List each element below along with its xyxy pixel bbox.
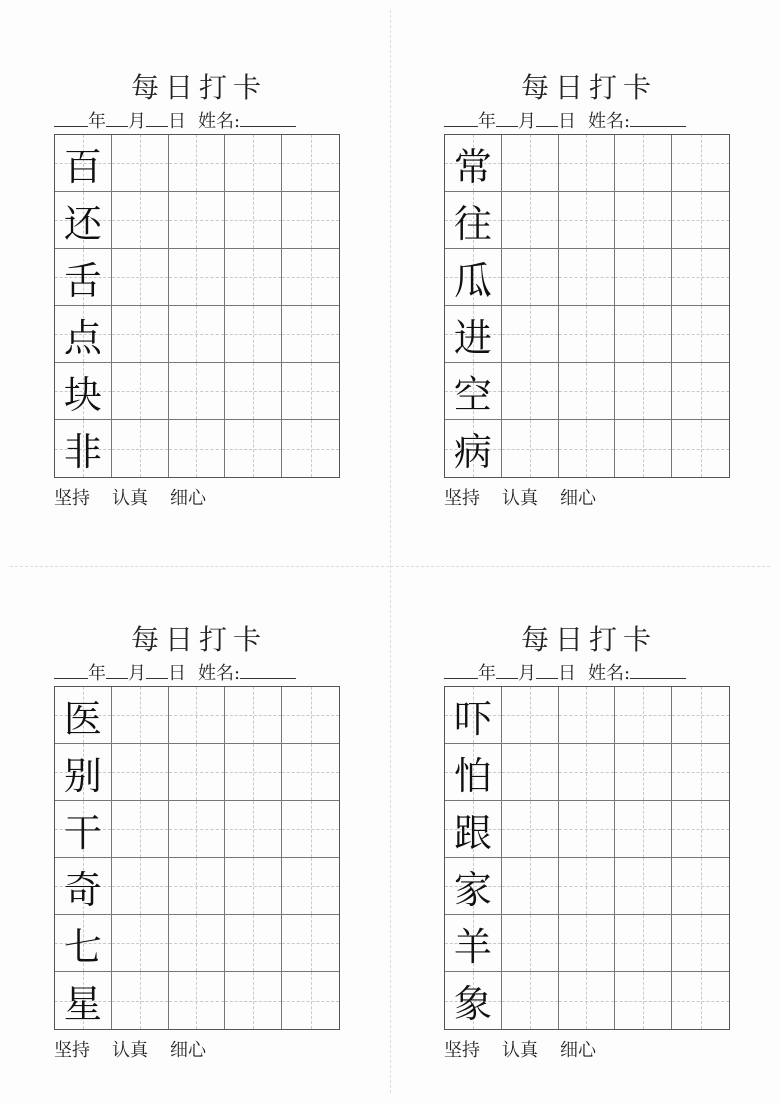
name-label: 姓名: bbox=[588, 663, 631, 684]
practice-cell[interactable] bbox=[615, 363, 672, 420]
practice-cell[interactable] bbox=[502, 972, 559, 1029]
practice-cell[interactable] bbox=[225, 306, 282, 363]
practice-cell[interactable] bbox=[225, 915, 282, 972]
model-character-cell bbox=[445, 135, 502, 192]
vertical-cut-line bbox=[390, 10, 391, 1093]
motto-word: 认真 bbox=[112, 488, 148, 509]
model-character-cell bbox=[55, 972, 112, 1029]
practice-cell[interactable] bbox=[169, 306, 226, 363]
card-title: 每日打卡 bbox=[130, 623, 267, 656]
practice-grid bbox=[444, 686, 730, 1030]
practice-cell[interactable] bbox=[615, 744, 672, 801]
practice-cell[interactable] bbox=[559, 420, 616, 477]
practice-cell[interactable] bbox=[282, 744, 339, 801]
year-label: 年 bbox=[88, 663, 106, 684]
practice-cell[interactable] bbox=[282, 420, 339, 477]
card-title: 每日打卡 bbox=[130, 71, 267, 104]
practice-cell[interactable] bbox=[559, 744, 616, 801]
year-label: 年 bbox=[478, 663, 496, 684]
practice-cell[interactable] bbox=[112, 420, 169, 477]
motto-word: 认真 bbox=[502, 488, 538, 509]
motto-word: 坚持 bbox=[444, 488, 480, 509]
day-blank[interactable] bbox=[146, 108, 168, 127]
practice-cell[interactable] bbox=[615, 858, 672, 915]
practice-cell[interactable] bbox=[112, 858, 169, 915]
practice-cell[interactable] bbox=[169, 972, 226, 1029]
practice-cell[interactable] bbox=[672, 249, 729, 306]
practice-cell[interactable] bbox=[615, 306, 672, 363]
model-character: 常 bbox=[453, 144, 492, 189]
practice-cell[interactable] bbox=[112, 972, 169, 1029]
practice-cell[interactable] bbox=[282, 135, 339, 192]
date-name-line bbox=[54, 108, 354, 134]
model-character-cell bbox=[55, 420, 112, 477]
practice-cell[interactable] bbox=[225, 135, 282, 192]
practice-cell[interactable] bbox=[559, 363, 616, 420]
day-blank[interactable] bbox=[536, 108, 558, 127]
model-character-cell bbox=[55, 858, 112, 915]
model-character-cell bbox=[55, 801, 112, 858]
card-title: 每日打卡 bbox=[520, 71, 657, 104]
name-blank[interactable] bbox=[630, 660, 686, 679]
practice-cell[interactable] bbox=[225, 744, 282, 801]
practice-cell[interactable] bbox=[559, 915, 616, 972]
month-label: 月 bbox=[128, 111, 146, 132]
practice-grid bbox=[54, 134, 340, 478]
year-blank[interactable] bbox=[54, 108, 88, 127]
practice-cell[interactable] bbox=[672, 915, 729, 972]
month-blank[interactable] bbox=[496, 660, 518, 679]
model-character: 点 bbox=[63, 315, 102, 360]
motto-word: 坚持 bbox=[54, 1040, 90, 1061]
practice-cell[interactable] bbox=[502, 915, 559, 972]
practice-cell[interactable] bbox=[672, 744, 729, 801]
day-blank[interactable] bbox=[146, 660, 168, 679]
practice-cell[interactable] bbox=[282, 858, 339, 915]
motto-word: 细心 bbox=[170, 1040, 206, 1061]
practice-card bbox=[444, 622, 744, 1062]
model-character-cell bbox=[445, 192, 502, 249]
practice-grid bbox=[54, 686, 340, 1030]
horizontal-cut-line bbox=[10, 566, 770, 567]
practice-cell[interactable] bbox=[559, 249, 616, 306]
motto-line bbox=[444, 1036, 618, 1062]
practice-cell[interactable] bbox=[559, 687, 616, 744]
practice-cell[interactable] bbox=[502, 363, 559, 420]
practice-cell[interactable] bbox=[169, 801, 226, 858]
name-blank[interactable] bbox=[630, 108, 686, 127]
motto-line bbox=[54, 484, 228, 510]
practice-cell[interactable] bbox=[615, 801, 672, 858]
practice-cell[interactable] bbox=[615, 687, 672, 744]
practice-cell[interactable] bbox=[282, 192, 339, 249]
practice-cell[interactable] bbox=[169, 858, 226, 915]
practice-cell[interactable] bbox=[225, 801, 282, 858]
practice-cell[interactable] bbox=[282, 306, 339, 363]
model-character-cell bbox=[445, 972, 502, 1029]
motto-word: 细心 bbox=[560, 1040, 596, 1061]
month-blank[interactable] bbox=[106, 660, 128, 679]
month-label: 月 bbox=[518, 111, 536, 132]
practice-cell[interactable] bbox=[672, 135, 729, 192]
practice-cell[interactable] bbox=[559, 972, 616, 1029]
practice-cell[interactable] bbox=[559, 135, 616, 192]
model-character-cell bbox=[445, 420, 502, 477]
practice-cell[interactable] bbox=[225, 192, 282, 249]
date-name-line bbox=[444, 660, 744, 686]
practice-cell[interactable] bbox=[672, 363, 729, 420]
day-label: 日 bbox=[558, 111, 576, 132]
motto-line bbox=[54, 1036, 228, 1062]
practice-cell[interactable] bbox=[672, 858, 729, 915]
month-blank[interactable] bbox=[106, 108, 128, 127]
practice-cell[interactable] bbox=[615, 192, 672, 249]
practice-cell[interactable] bbox=[112, 249, 169, 306]
model-character: 块 bbox=[63, 372, 102, 417]
practice-cell[interactable] bbox=[502, 420, 559, 477]
day-label: 日 bbox=[558, 663, 576, 684]
model-character-cell bbox=[55, 915, 112, 972]
practice-cell[interactable] bbox=[559, 306, 616, 363]
day-label: 日 bbox=[168, 663, 186, 684]
practice-cell[interactable] bbox=[282, 687, 339, 744]
practice-cell[interactable] bbox=[112, 687, 169, 744]
date-name-line bbox=[54, 660, 354, 686]
practice-cell[interactable] bbox=[502, 249, 559, 306]
practice-cell[interactable] bbox=[112, 306, 169, 363]
motto-line bbox=[444, 484, 618, 510]
model-character: 羊 bbox=[453, 924, 492, 969]
year-blank[interactable] bbox=[444, 660, 478, 679]
practice-cell[interactable] bbox=[559, 192, 616, 249]
model-character: 干 bbox=[63, 810, 102, 855]
practice-cell[interactable] bbox=[502, 858, 559, 915]
model-character-cell bbox=[55, 192, 112, 249]
model-character: 病 bbox=[453, 430, 492, 474]
model-character: 非 bbox=[63, 430, 102, 474]
practice-cell[interactable] bbox=[559, 801, 616, 858]
practice-cell[interactable] bbox=[282, 249, 339, 306]
model-character-cell bbox=[445, 249, 502, 306]
practice-cell[interactable] bbox=[169, 687, 226, 744]
name-blank[interactable] bbox=[240, 660, 296, 679]
practice-card bbox=[444, 70, 744, 510]
model-character: 星 bbox=[63, 982, 102, 1026]
practice-cell[interactable] bbox=[615, 135, 672, 192]
practice-cell[interactable] bbox=[169, 192, 226, 249]
practice-cell[interactable] bbox=[225, 687, 282, 744]
model-character-cell bbox=[445, 306, 502, 363]
model-character-cell bbox=[445, 915, 502, 972]
model-character: 七 bbox=[63, 924, 102, 969]
practice-cell[interactable] bbox=[225, 363, 282, 420]
date-name-line bbox=[444, 108, 744, 134]
model-character-cell bbox=[445, 801, 502, 858]
practice-cell[interactable] bbox=[112, 192, 169, 249]
practice-cell[interactable] bbox=[112, 744, 169, 801]
model-character: 空 bbox=[453, 372, 492, 417]
model-character: 家 bbox=[453, 867, 492, 912]
model-character-cell bbox=[55, 744, 112, 801]
model-character-cell bbox=[55, 687, 112, 744]
month-blank[interactable] bbox=[496, 108, 518, 127]
model-character: 怕 bbox=[453, 753, 492, 798]
practice-cell[interactable] bbox=[672, 192, 729, 249]
motto-word: 细心 bbox=[170, 488, 206, 509]
model-character: 舌 bbox=[63, 258, 102, 303]
model-character-cell bbox=[55, 363, 112, 420]
practice-cell[interactable] bbox=[502, 135, 559, 192]
name-label: 姓名: bbox=[198, 111, 241, 132]
model-character: 奇 bbox=[63, 867, 102, 912]
practice-cell[interactable] bbox=[672, 306, 729, 363]
model-character: 医 bbox=[63, 696, 102, 741]
month-label: 月 bbox=[518, 663, 536, 684]
practice-cell[interactable] bbox=[502, 192, 559, 249]
practice-card bbox=[54, 622, 354, 1062]
practice-cell[interactable] bbox=[502, 306, 559, 363]
year-blank[interactable] bbox=[54, 660, 88, 679]
practice-cell[interactable] bbox=[169, 744, 226, 801]
practice-cell[interactable] bbox=[615, 972, 672, 1029]
practice-cell[interactable] bbox=[225, 420, 282, 477]
model-character: 瓜 bbox=[453, 258, 492, 303]
practice-cell[interactable] bbox=[112, 135, 169, 192]
practice-cell[interactable] bbox=[169, 135, 226, 192]
practice-cell[interactable] bbox=[502, 801, 559, 858]
practice-cell[interactable] bbox=[615, 420, 672, 477]
model-character: 往 bbox=[453, 201, 492, 246]
model-character-cell bbox=[55, 306, 112, 363]
practice-cell[interactable] bbox=[225, 972, 282, 1029]
practice-cell[interactable] bbox=[112, 915, 169, 972]
model-character-cell bbox=[55, 135, 112, 192]
card-title: 每日打卡 bbox=[520, 623, 657, 656]
practice-cell[interactable] bbox=[502, 744, 559, 801]
practice-cell[interactable] bbox=[672, 972, 729, 1029]
practice-cell[interactable] bbox=[225, 249, 282, 306]
motto-word: 坚持 bbox=[54, 488, 90, 509]
practice-cell[interactable] bbox=[169, 915, 226, 972]
practice-cell[interactable] bbox=[112, 363, 169, 420]
practice-grid bbox=[444, 134, 730, 478]
model-character-cell bbox=[445, 363, 502, 420]
practice-cell[interactable] bbox=[672, 687, 729, 744]
motto-word: 坚持 bbox=[444, 1040, 480, 1061]
year-blank[interactable] bbox=[444, 108, 478, 127]
practice-cell[interactable] bbox=[282, 915, 339, 972]
practice-cell[interactable] bbox=[672, 801, 729, 858]
model-character-cell bbox=[445, 744, 502, 801]
model-character: 别 bbox=[63, 753, 102, 798]
model-character-cell bbox=[445, 687, 502, 744]
name-label: 姓名: bbox=[198, 663, 241, 684]
motto-word: 认真 bbox=[112, 1040, 148, 1061]
practice-cell[interactable] bbox=[169, 363, 226, 420]
practice-cell[interactable] bbox=[615, 915, 672, 972]
practice-cell[interactable] bbox=[282, 801, 339, 858]
name-label: 姓名: bbox=[588, 111, 631, 132]
practice-cell[interactable] bbox=[559, 858, 616, 915]
model-character: 百 bbox=[63, 144, 102, 189]
day-blank[interactable] bbox=[536, 660, 558, 679]
practice-cell[interactable] bbox=[282, 972, 339, 1029]
month-label: 月 bbox=[128, 663, 146, 684]
practice-cell[interactable] bbox=[225, 858, 282, 915]
practice-cell[interactable] bbox=[672, 420, 729, 477]
year-label: 年 bbox=[88, 111, 106, 132]
motto-word: 认真 bbox=[502, 1040, 538, 1061]
practice-cell[interactable] bbox=[282, 363, 339, 420]
model-character: 还 bbox=[63, 201, 102, 246]
practice-cell[interactable] bbox=[112, 801, 169, 858]
practice-cell[interactable] bbox=[615, 249, 672, 306]
model-character-cell bbox=[445, 858, 502, 915]
model-character: 吓 bbox=[453, 696, 492, 741]
practice-cell[interactable] bbox=[169, 249, 226, 306]
year-label: 年 bbox=[478, 111, 496, 132]
model-character-cell bbox=[55, 249, 112, 306]
practice-cell[interactable] bbox=[169, 420, 226, 477]
model-character: 象 bbox=[453, 982, 492, 1026]
motto-word: 细心 bbox=[560, 488, 596, 509]
practice-cell[interactable] bbox=[502, 687, 559, 744]
name-blank[interactable] bbox=[240, 108, 296, 127]
model-character: 跟 bbox=[453, 810, 492, 855]
model-character: 进 bbox=[453, 315, 492, 360]
day-label: 日 bbox=[168, 111, 186, 132]
practice-card bbox=[54, 70, 354, 510]
